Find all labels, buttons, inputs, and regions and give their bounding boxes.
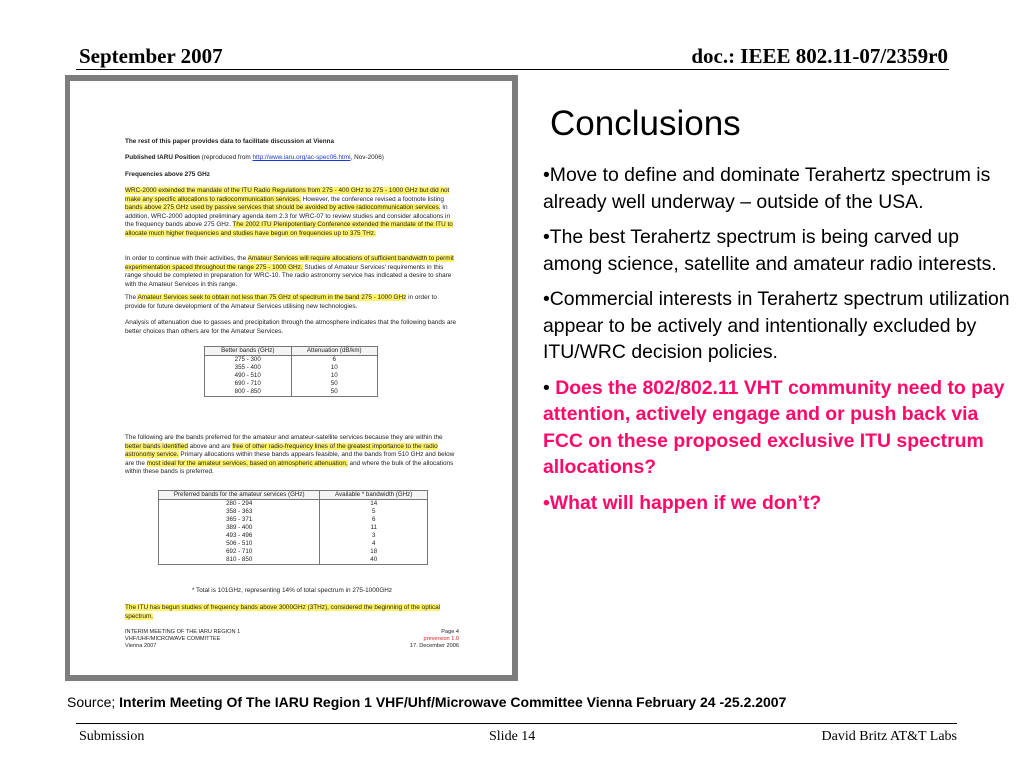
header-date: September 2007 [79, 44, 223, 68]
table-row: 490 - 510 10 [205, 372, 378, 380]
table-row: 800 - 850 50 [205, 388, 378, 397]
document-image [65, 75, 518, 681]
bullet-3: •Commercial interests in Terahertz spectrum utilization appear to be actively and intentionally excluded by ITU/WRC decision policies. [543, 288, 1010, 363]
doc-paragraph-4: Analysis of attenuation due to gasses and precipitation through the atmosphere indicates that the following bands are better choices than others are for the Amateur Services. [125, 319, 457, 335]
table-row: 493 - 496 3 [159, 532, 428, 540]
iaru-link[interactable]: http://www.iaru.org/ac-spec06.html [252, 154, 351, 161]
doc-freq-heading: Frequencies above 275 GHz [125, 171, 210, 178]
table-row: 358 - 363 5 [159, 508, 428, 516]
attenuation-table: Better bands (GHz) Attenuation (dB/km) 275 - 300 6 355 - 400 10 490 - 510 10 690 - 710 50 800 - 850 50 [204, 346, 378, 397]
table-row: 692 - 710 18 [159, 548, 428, 556]
bullet-5: •What will happen if we don’t? [543, 491, 822, 514]
footer-slide-number: Slide 14 [489, 729, 536, 744]
table-row: 810 - 850 40 [159, 556, 428, 565]
slide-title: Conclusions [550, 104, 741, 143]
source-citation: Source; Interim Meeting Of The IARU Region 1 VHF/Uhf/Microwave Committee Vienna February 24 -25.2.2007 [67, 694, 787, 710]
doc-position-line: Published IARU Position (reproduced from http://www.iaru.org/ac-spec06.html, Nov-2006) [125, 154, 384, 161]
table-row: 389 - 400 11 [159, 524, 428, 532]
table-row: 280 - 294 14 [159, 500, 428, 509]
table-note: * Total is 101GHz, representing 14% of total spectrum in 275-1000GHz [191, 587, 393, 594]
doc-footer: INTERIM MEETING OF THE IARU REGION 1 VHF/UHF/MICROWAVE COMMITTEE Vienna 2007 Page 4 preversion 1.0 17. December 2006 [125, 629, 459, 649]
footer-author: David Britz AT&T Labs [821, 729, 957, 744]
doc-paragraph-1: WRC-2000 extended the mandate of the ITU Radio Regulations from 275 - 400 GHz to 275 - 1000 GHz but did not make any specific allocations to radiocommunication services. However, the conference revised a footnote listing bands above 275 GHz used by passive services that should be avoided by active radiocommunication services. In addition, WRC-2000 adopted preliminary agenda item 2.3 for WRC-07 to review studies and consider allocations in the frequency bands above 275 GHz. The 2002 ITU Plenipotentiary Conference extended the mandate of the ITU to allocate much higher frequencies and studies have begun on frequencies up to 375 THz. [125, 187, 453, 237]
header-rule [76, 69, 949, 70]
conclusions-list [543, 162, 1018, 525]
doc-paragraph-6: The ITU has begun studies of frequency bands above 3000GHz (3THz), considered the beginning of the optical spectrum. [125, 604, 441, 620]
table-row: 690 - 710 50 [205, 380, 378, 388]
doc-paragraph-2: In order to continue with their activities, the Amateur Services will require allocations of sufficient bandwidth to permit experimentation spaced throughout the range 275 - 1000 GHz. Studies of Amateur Services' requirements in this range should be completed in preparation for WRC-10. The radio astronomy service has indicated a desire to share with the Amateur Services in this range. [125, 255, 454, 288]
bullet-2: •The best Terahertz spectrum is being carved up among science, satellite and amateur radio interests. [543, 226, 997, 275]
header-doc-id: doc.: IEEE 802.11-07/2359r0 [691, 44, 948, 68]
footer-rule [76, 723, 957, 724]
footer-submission: Submission [79, 729, 145, 744]
doc-paragraph-5: The following are the bands preferred for the amateur and amateur-satellite services because they are within the better bands identified above and are free of other radio-frequency lines of the greatest importance to the radio astronomy service. Primary allocations within these bands appears feasible, and the bands from 510 GHz and below are the most ideal for the amateur services, based on atmospheric attenuation, and where the bulk of the allocations within these bands is preferred. [125, 434, 455, 476]
document-page [70, 81, 512, 675]
table-row: 365 - 371 6 [159, 516, 428, 524]
doc-heading: The rest of this paper provides data to facilitate discussion at Vienna [125, 138, 335, 145]
table-row: 506 - 510 4 [159, 540, 428, 548]
preferred-bands-table: Preferred bands for the amateur services (GHz) Available * bandwidth (GHz) 280 - 294 14 358 - 363 5 365 - 371 6 389 - 400 11 493 - 496 3 506 - 510 4 692 - 710 18 810 - 850 40 [158, 490, 428, 565]
doc-paragraph-3: The Amateur Services seek to obtain not less than 75 GHz of spectrum in the band 275 - 1000 GHz in order to provide for future development of the Amateur Services utilising new technologies. [125, 294, 437, 310]
bullet-4: • Does the 802/802.11 VHT community need to pay attention, actively engage and or push back via FCC on these proposed exclusive ITU spectrum allocations? [543, 376, 1005, 478]
bullet-1: •Move to define and dominate Terahertz spectrum is already well underway – outside of the USA. [543, 164, 991, 213]
table-row: 355 - 400 10 [205, 364, 378, 372]
table-row: 275 - 300 6 [205, 356, 378, 365]
